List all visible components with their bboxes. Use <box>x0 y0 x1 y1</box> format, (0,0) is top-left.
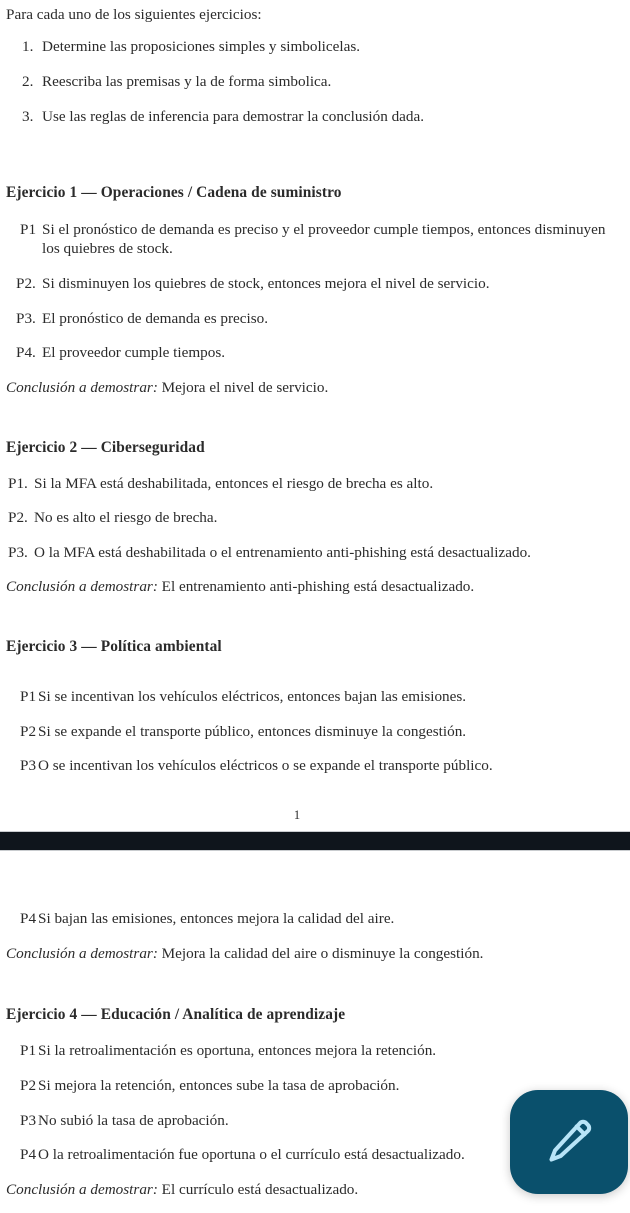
exercise-1 <box>6 183 624 398</box>
spacer <box>6 963 624 1005</box>
premise-item <box>6 1041 624 1061</box>
conclusion <box>6 378 624 398</box>
conclusion <box>6 944 624 964</box>
premise-item <box>6 909 624 929</box>
premise-text: Si mejora la retención, entonces sube la tasa de aprobación. <box>38 1076 400 1094</box>
premise-label: P4 <box>20 1146 37 1164</box>
premise-item <box>6 687 624 707</box>
premise-list <box>6 474 624 563</box>
premise-text: Si el pronóstico de demanda es preciso y el proveedor cumple tiempos, entonces disminuyen los quiebres de stock. <box>42 220 606 258</box>
exercise-3 <box>6 637 624 776</box>
premise-label: P3. <box>8 543 28 561</box>
premise-item <box>6 756 624 776</box>
premise-label: P1 <box>20 220 37 238</box>
premise-item <box>6 508 624 528</box>
spacer <box>6 142 624 183</box>
premise-text: Si bajan las emisiones, entonces mejora la calidad del aire. <box>38 910 395 927</box>
pencil-icon <box>542 1115 596 1169</box>
list-item-text: Determine las proposiciones simples y simbolicelas. <box>42 38 361 56</box>
premise-list <box>6 909 624 929</box>
premise-text: O la MFA está deshabilitada o el entrenamiento anti-phishing está desactualizado. <box>34 543 531 561</box>
list-item-number: 1. <box>22 38 34 56</box>
premise-label: P2 <box>20 1076 37 1094</box>
exercise-heading: Ejercicio 3 — Política ambiental <box>6 638 222 656</box>
premise-label: P3 <box>20 757 37 775</box>
premise-item <box>6 474 624 494</box>
premise-item <box>6 543 624 563</box>
conclusion <box>6 577 624 597</box>
premise-label: P3. <box>16 309 36 327</box>
premise-item <box>6 274 624 294</box>
premise-label: P3 <box>20 1111 37 1129</box>
page-break-separator <box>0 831 630 851</box>
exercise-2 <box>6 438 624 598</box>
conclusion-text: El entrenamiento anti-phishing está desactualizado. <box>161 578 475 596</box>
premise-label: P4. <box>16 344 36 362</box>
premise-item <box>6 309 624 329</box>
premise-label: P2. <box>8 509 28 527</box>
spacer <box>6 657 624 687</box>
spacer <box>6 1025 624 1041</box>
list-item-text: Reescriba las premisas y la de forma simbolica. <box>42 73 332 91</box>
conclusion-label: Conclusión a demostrar: <box>6 944 158 962</box>
exercise-heading: Ejercicio 1 — Operaciones / Cadena de suministro <box>6 183 342 201</box>
list-item <box>6 107 624 127</box>
conclusion-text: El currículo está desactualizado. <box>161 1180 359 1198</box>
list-item-text: Use las reglas de inferencia para demostrar la conclusión dada. <box>42 107 425 125</box>
premise-text: Si la MFA está deshabilitada, entonces el riesgo de brecha es alto. <box>34 474 434 492</box>
premise-list <box>6 220 624 363</box>
conclusion-label: Conclusión a demostrar: <box>6 378 158 396</box>
premise-item <box>6 343 624 363</box>
exercise-heading: Ejercicio 2 — Ciberseguridad <box>6 438 205 456</box>
list-item-number: 2. <box>22 73 34 91</box>
premise-item <box>6 722 624 742</box>
conclusion-label: Conclusión a demostrar: <box>6 578 158 596</box>
exercise-heading: Ejercicio 4 — Educación / Analítica de aprendizaje <box>6 1006 346 1024</box>
intro-text: Para cada uno de los siguientes ejercicios: <box>6 6 262 23</box>
premise-text: No subió la tasa de aprobación. <box>38 1111 229 1129</box>
premise-text: Si se expande el transporte público, entonces disminuye la congestión. <box>38 722 467 740</box>
instruction-list <box>6 37 624 126</box>
page-number: 1 <box>293 807 301 822</box>
spacer <box>6 203 624 220</box>
premise-text: O se incentivan los vehículos eléctricos o se expande el transporte público. <box>38 757 493 775</box>
premise-list <box>6 687 624 776</box>
spacer <box>6 851 624 909</box>
premise-label: P1 <box>20 688 37 706</box>
premise-text: No es alto el riesgo de brecha. <box>34 509 218 527</box>
premise-label: P1 <box>20 1042 37 1060</box>
spacer <box>6 458 624 474</box>
exercise-3-continued <box>6 909 624 963</box>
premise-label: P1. <box>8 474 28 492</box>
list-item <box>6 72 624 92</box>
list-item-number: 3. <box>22 107 34 125</box>
conclusion-label: Conclusión a demostrar: <box>6 1180 158 1198</box>
conclusion-text: Mejora la calidad del aire o disminuye la congestión. <box>161 944 484 962</box>
premise-text: O la retroalimentación fue oportuna o el currículo está desactualizado. <box>38 1146 465 1164</box>
premise-label: P2 <box>20 722 37 740</box>
premise-text: Si disminuyen los quiebres de stock, entonces mejora el nivel de servicio. <box>42 274 490 292</box>
spacer <box>6 597 624 637</box>
premise-text: El proveedor cumple tiempos. <box>42 344 226 362</box>
premise-label: P2. <box>16 274 36 292</box>
conclusion-text: Mejora el nivel de servicio. <box>161 378 329 396</box>
edit-fab-button[interactable] <box>510 1090 628 1194</box>
spacer <box>6 791 624 808</box>
premise-text: Si la retroalimentación es oportuna, entonces mejora la retención. <box>38 1042 437 1060</box>
premise-item <box>6 220 624 259</box>
spacer <box>6 398 624 438</box>
list-item <box>6 37 624 57</box>
premise-label: P4 <box>20 910 37 927</box>
premise-text: El pronóstico de demanda es preciso. <box>42 309 269 327</box>
premise-text: Si se incentivan los vehículos eléctricos, entonces bajan las emisiones. <box>38 688 467 706</box>
